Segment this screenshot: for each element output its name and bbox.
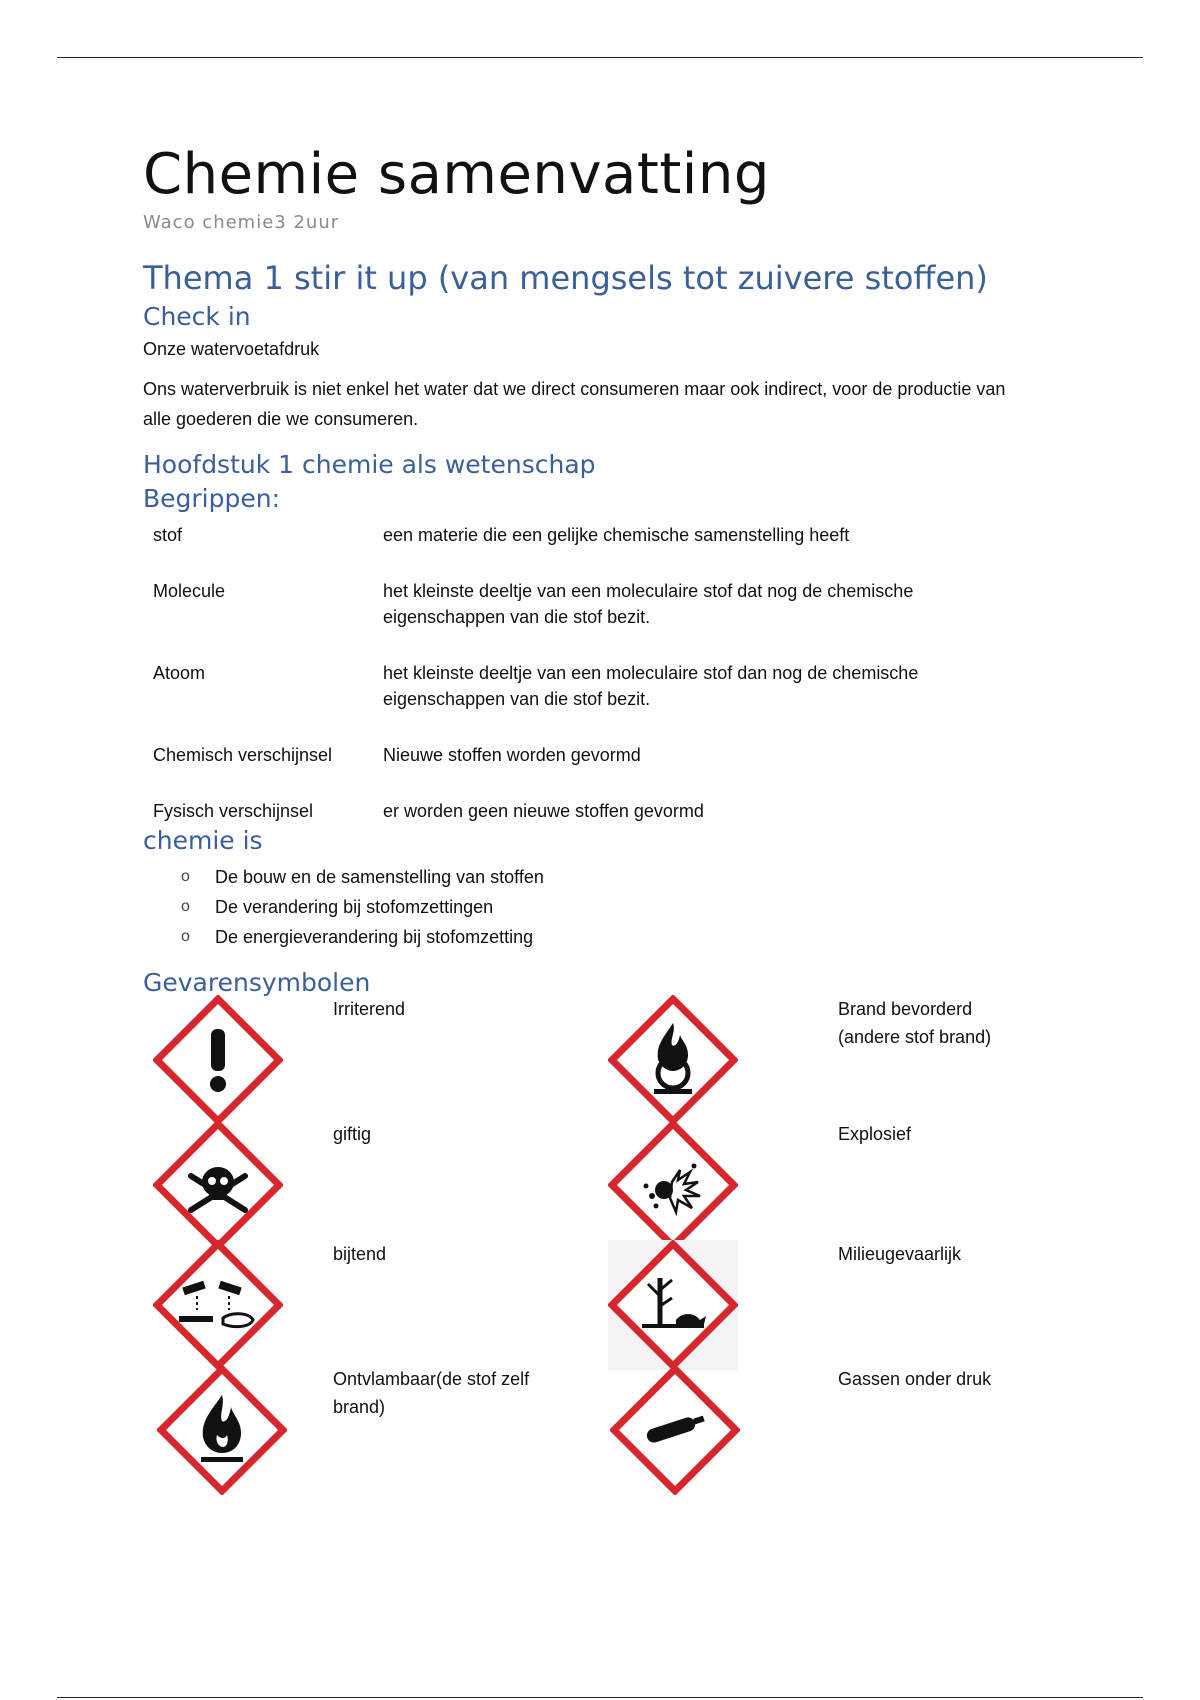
bullet-marker: o bbox=[181, 928, 190, 945]
bullet-marker: o bbox=[181, 898, 190, 915]
theme-heading: Thema 1 stir it up (van mengsels tot zuivere stoffen) bbox=[143, 259, 988, 297]
definition-text: Nieuwe stoffen worden gevormd bbox=[383, 745, 641, 765]
definition-row bbox=[143, 658, 1013, 740]
environment-icon bbox=[608, 1240, 738, 1370]
list-item-text: De energieverandering bij stofomzetting bbox=[215, 927, 534, 947]
hazard-heading: Gevarensymbolen bbox=[143, 968, 371, 997]
definition-text: het kleinste deeltje van een moleculaire stof dan nog de chemische eigenschappen van die stof bezit. bbox=[383, 663, 919, 709]
checkin-subtitle: Onze watervoetafdruk bbox=[143, 339, 320, 359]
definition-text: er worden geen nieuwe stoffen gevormd bbox=[383, 801, 704, 821]
flame-over-circle-icon bbox=[608, 995, 738, 1125]
definition-term: Atoom bbox=[153, 663, 206, 683]
page-top-rule bbox=[57, 57, 1143, 58]
definition-row bbox=[143, 740, 1013, 796]
document-subtitle: Waco chemie3 2uur bbox=[143, 212, 340, 233]
hazard-label: Ontvlambaar(de stof zelf brand) bbox=[333, 1369, 530, 1417]
definition-term: Chemisch verschijnsel bbox=[153, 745, 333, 765]
chemie-is-heading: chemie is bbox=[143, 826, 263, 855]
hazard-label: bijtend bbox=[333, 1244, 387, 1264]
definition-text: het kleinste deeltje van een moleculaire stof dat nog de chemische eigenschappen van die stof bezit. bbox=[383, 581, 914, 627]
definition-row bbox=[143, 796, 1013, 824]
definitions-table bbox=[143, 520, 1013, 824]
definition-row bbox=[143, 576, 1013, 658]
page-bottom-rule bbox=[57, 1697, 1143, 1698]
begrippen-heading: Begrippen: bbox=[143, 484, 281, 513]
definition-row bbox=[143, 520, 1013, 576]
definition-term: stof bbox=[153, 525, 183, 545]
hazard-label: Milieugevaarlijk bbox=[838, 1244, 962, 1264]
definition-term: Fysisch verschijnsel bbox=[153, 801, 314, 821]
document-title: Chemie samenvatting bbox=[143, 142, 770, 207]
bullet-marker: o bbox=[181, 868, 190, 885]
gas-cylinder-icon bbox=[610, 1365, 740, 1495]
corrosion-icon bbox=[153, 1240, 283, 1370]
flame-icon bbox=[157, 1365, 287, 1495]
list-item-text: De bouw en de samenstelling van stoffen bbox=[215, 867, 544, 887]
exploding-bomb-icon bbox=[608, 1120, 738, 1250]
checkin-paragraph: Ons waterverbruik is niet enkel het water dat we direct consumeren maar ook indirect, voor de productie van alle goederen die we consumeren. bbox=[143, 379, 1006, 429]
hazard-label: giftig bbox=[333, 1124, 372, 1144]
list-item bbox=[181, 862, 1043, 892]
hazard-symbols-grid bbox=[143, 995, 1043, 1515]
skull-crossbones-icon bbox=[153, 1120, 283, 1250]
hazard-label: Irriterend bbox=[333, 999, 406, 1019]
checkin-heading: Check in bbox=[143, 302, 251, 331]
hazard-label: Explosief bbox=[838, 1124, 912, 1144]
document-body bbox=[143, 140, 1043, 1000]
exclamation-icon bbox=[153, 995, 283, 1125]
list-item bbox=[181, 892, 1043, 922]
list-item bbox=[181, 922, 1043, 952]
chapter-heading: Hoofdstuk 1 chemie als wetenschap bbox=[143, 450, 596, 479]
definition-term: Molecule bbox=[153, 581, 226, 601]
hazard-label: Gassen onder druk bbox=[838, 1369, 992, 1389]
list-item-text: De verandering bij stofomzettingen bbox=[215, 897, 494, 917]
definition-text: een materie die een gelijke chemische samenstelling heeft bbox=[383, 525, 850, 545]
hazard-label: Brand bevorderd (andere stof brand) bbox=[838, 999, 992, 1047]
chemie-is-list bbox=[143, 862, 1043, 952]
